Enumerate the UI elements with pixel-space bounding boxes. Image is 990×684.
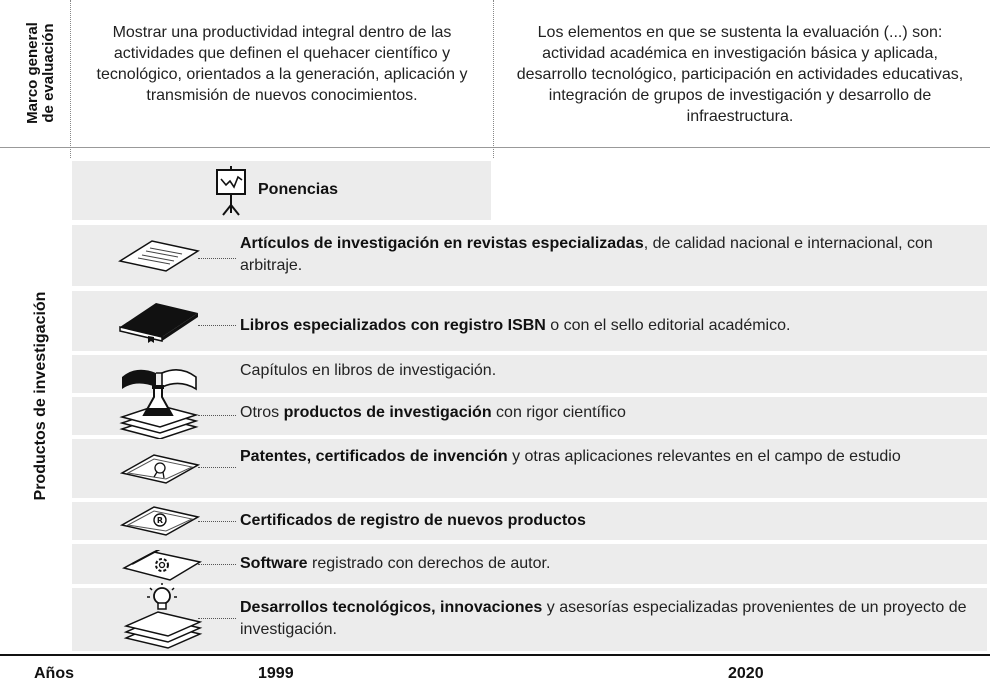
product-text-libros xyxy=(240,315,980,337)
dotted-guide-1999 xyxy=(70,0,71,158)
lightbulb-stack-icon xyxy=(122,582,204,652)
leader-line xyxy=(198,618,236,619)
axis-label-years: Años xyxy=(34,665,74,682)
product-row-patentes xyxy=(72,439,987,498)
leader-line xyxy=(198,415,236,416)
product-text-otros xyxy=(240,402,960,424)
leader-line xyxy=(198,258,236,259)
product-rest: Capítulos en libros de investigación. xyxy=(240,362,497,379)
product-row-certificados xyxy=(72,502,987,540)
product-row-otros xyxy=(72,397,987,435)
axis-tick-1999: 1999 xyxy=(258,665,294,682)
framework-text-1999: Mostrar una productividad integral dentro de las actividades que definen el quehacer científico y tecnológico, orientados a la generación, aplicación y transmisión de nuevos conocimientos. xyxy=(96,24,468,104)
product-row-desarrollos xyxy=(72,588,987,651)
products-side-label: Productos de investigación xyxy=(32,291,49,501)
product-text-software xyxy=(240,553,960,575)
product-text-desarrollos xyxy=(240,597,970,641)
paper-document-icon xyxy=(118,239,200,273)
framework-side-label: Marco general de evaluación xyxy=(24,22,57,124)
product-text-capitulos xyxy=(240,360,960,382)
product-row-software xyxy=(72,544,987,584)
product-pre: Otros xyxy=(240,404,284,421)
product-rest: registrado con derechos de autor. xyxy=(307,555,551,572)
product-row-articulos xyxy=(72,225,987,286)
product-bold: Desarrollos tecnológicos, innovaciones xyxy=(240,599,543,616)
product-rest: , de calidad nacional e internacional, con arbitraje. xyxy=(240,235,933,274)
axis-tick-2020: 2020 xyxy=(728,665,764,682)
product-row-ponencias xyxy=(72,161,491,220)
product-rest: y otras aplicaciones relevantes en el campo de estudio xyxy=(507,448,901,465)
product-bold: Ponencias xyxy=(258,181,339,198)
framework-divider xyxy=(0,147,990,148)
registered-certificate-icon xyxy=(120,505,200,537)
leader-line xyxy=(198,467,236,468)
software-gear-icon xyxy=(122,550,202,582)
framework-text-2020: Los elementos en que se sustenta la evaluación (...) son: actividad académica en investigación básica y aplicada, desarrollo tecnológico, participación en actividades educativas, integración de grupos de investigación y desarrollo de infraestructura. xyxy=(516,24,964,125)
product-rest: y asesorías especializadas provenientes de un proyecto de investigación. xyxy=(240,599,967,638)
flask-stack-icon xyxy=(118,383,200,443)
leader-line xyxy=(198,521,236,522)
product-text-articulos xyxy=(240,233,960,277)
leader-line xyxy=(198,564,236,565)
product-row-libros xyxy=(72,291,987,351)
product-rest: o con el sello editorial académico. xyxy=(545,317,791,334)
presentation-board-icon xyxy=(214,165,248,217)
product-row-capitulos xyxy=(72,355,987,393)
product-bold: Libros especializados con registro ISBN xyxy=(240,317,546,334)
leader-line xyxy=(198,325,236,326)
dotted-guide-mid xyxy=(493,0,494,158)
product-bold: Artículos de investigación en revistas especializadas xyxy=(240,235,644,252)
svg-text:R: R xyxy=(156,516,164,525)
product-bold: Certificados de registro de nuevos productos xyxy=(240,512,586,529)
product-bold: Software xyxy=(240,555,308,572)
time-axis-line xyxy=(0,654,990,656)
product-text-ponencias xyxy=(258,179,338,201)
certificate-seal-icon xyxy=(120,451,200,487)
product-text-certificados xyxy=(240,510,960,532)
product-rest: con rigor científico xyxy=(491,404,626,421)
product-bold: productos de investigación xyxy=(283,404,492,421)
product-text-patentes xyxy=(240,446,960,468)
closed-book-icon xyxy=(118,299,200,343)
product-bold: Patentes, certificados de invención xyxy=(240,448,508,465)
